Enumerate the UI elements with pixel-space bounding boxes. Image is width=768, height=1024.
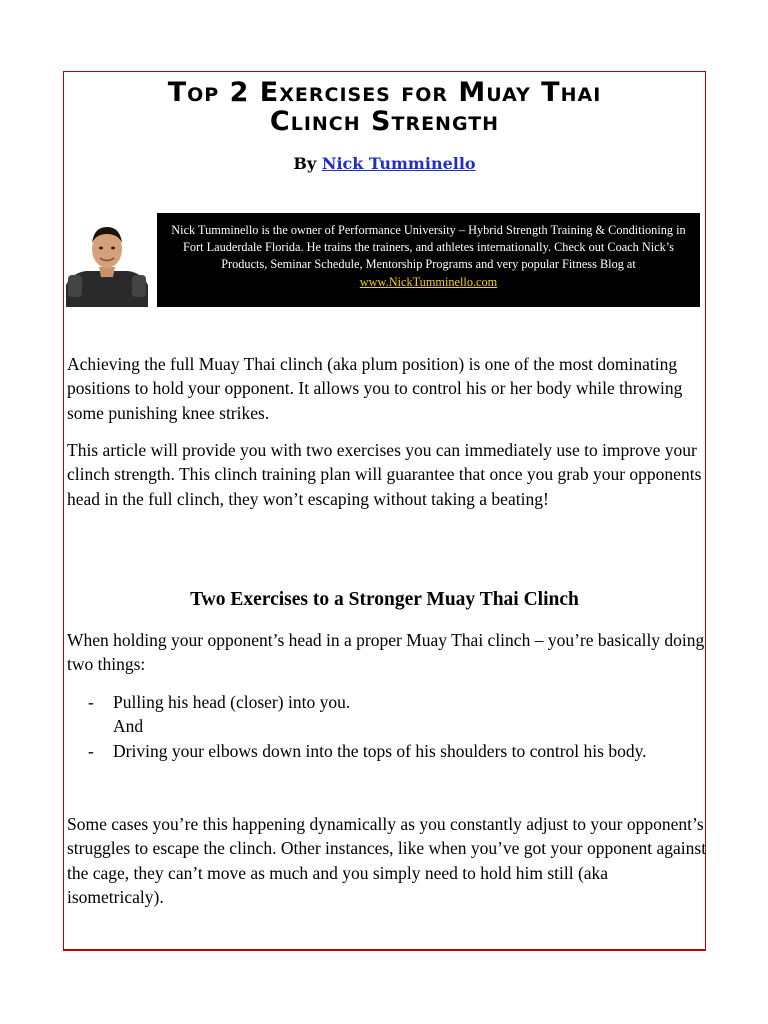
website-link[interactable]: www.NickTumminello.com xyxy=(359,274,498,289)
section-paragraph-2: Some cases you’re this happening dynamically as you constantly adjust to your opponent’s struggles to escape the clinch. Other instances, like when you’ve got your opponent against the cage, they can’t move as much and you simply need to hold him still (aka isometricaly). xyxy=(67,814,707,907)
author-link[interactable]: Nick Tumminello xyxy=(321,154,476,173)
intro-paragraph-2: This article will provide you with two exercises you can immediately use to improve your clinch strength. This clinch training plan will guarantee that once you grab your opponents head in the full clinch, they won’t escaping without taking a beating! xyxy=(67,440,702,509)
author-bio xyxy=(66,213,700,307)
byline xyxy=(63,154,706,173)
intro-paragraph-1: Achieving the full Muay Thai clinch (aka plum position) is one of the most dominating positions to hold your opponent. It allows you to control his or her body while throwing some punishing knee strikes. xyxy=(67,354,683,423)
clinch-actions-list xyxy=(67,690,707,763)
list-item-text: Driving your elbows down into the tops of his shoulders to control his body. xyxy=(113,740,647,761)
section-paragraph-1: When holding your opponent’s head in a proper Muay Thai clinch – you’re basically doing two things: xyxy=(67,630,705,675)
by-label: By xyxy=(293,154,317,173)
title-line-2: Clinch Strength xyxy=(269,106,500,137)
list-item xyxy=(67,690,707,739)
bio-text-box xyxy=(157,213,700,307)
title-line-1: Top 2 Exercises for Muay Thai xyxy=(167,77,602,108)
list-item-sub: And xyxy=(113,716,144,737)
author-photo xyxy=(66,213,148,307)
article-title xyxy=(63,78,706,136)
list-item xyxy=(67,739,707,763)
section-heading: Two Exercises to a Stronger Muay Thai Clinch xyxy=(190,589,579,610)
list-dash: - xyxy=(88,740,94,761)
list-dash: - xyxy=(88,692,94,712)
list-item-text: Pulling his head (closer) into you. xyxy=(113,692,351,712)
bio-text: Nick Tumminello is the owner of Performance University – Hybrid Strength Training & Conditioning in Fort Lauderdale Florida. He trains the trainers, and athletes internationally. Check out Coach Nick’s Products, Seminar Schedule, Mentorship Programs and very popular Fitness Blog at xyxy=(171,223,686,272)
